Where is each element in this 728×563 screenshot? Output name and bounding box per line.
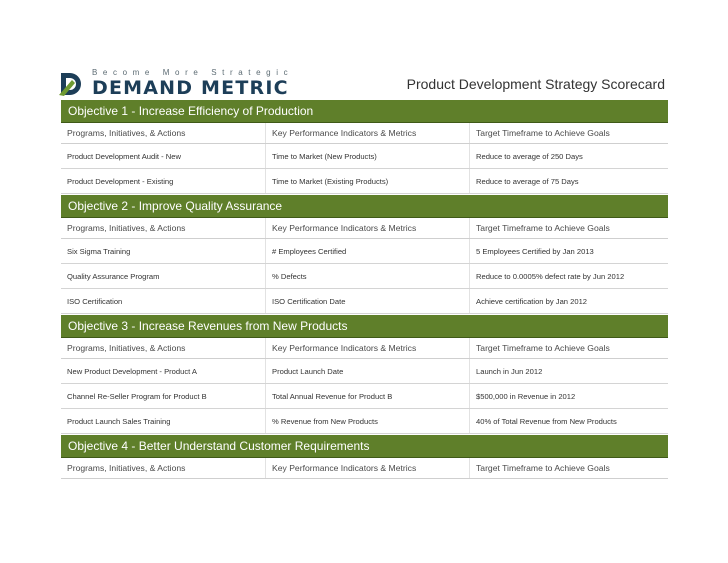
- target-cell: Reduce to 0.0005% defect rate by Jun 2012: [476, 271, 625, 281]
- table-row: [61, 169, 668, 194]
- target-cell: Launch in Jun 2012: [476, 366, 543, 376]
- kpi-cell: Time to Market (New Products): [266, 144, 470, 168]
- program-cell: Product Development Audit - New: [61, 144, 266, 168]
- column-header-timeframe: Target Timeframe to Achieve Goals: [476, 343, 610, 353]
- target-cell: $500,000 in Revenue in 2012: [476, 391, 576, 401]
- program-cell: Quality Assurance Program: [61, 264, 266, 288]
- scorecard-table: [61, 99, 668, 479]
- table-row: [61, 144, 668, 169]
- kpi-cell: # Employees Certified: [266, 239, 470, 263]
- column-header-kpis: Key Performance Indicators & Metrics: [266, 458, 470, 478]
- demand-metric-logo: [58, 66, 294, 99]
- kpi-cell: % Revenue from New Products: [266, 409, 470, 433]
- column-header-programs: Programs, Initiatives, & Actions: [61, 218, 266, 238]
- column-header-row: [61, 458, 668, 479]
- program-cell: Six Sigma Training: [61, 239, 266, 263]
- program-cell: Product Development - Existing: [61, 169, 266, 193]
- column-header-row: [61, 338, 668, 359]
- table-row: [61, 384, 668, 409]
- target-cell: 40% of Total Revenue from New Products: [476, 416, 617, 426]
- column-header-timeframe: Target Timeframe to Achieve Goals: [476, 128, 610, 138]
- column-header-programs: Programs, Initiatives, & Actions: [61, 123, 266, 143]
- objective-1-header: Objective 1 - Increase Efficiency of Production: [61, 100, 668, 123]
- kpi-cell: % Defects: [266, 264, 470, 288]
- page-title: Product Development Strategy Scorecard: [406, 76, 665, 92]
- kpi-cell: Total Annual Revenue for Product B: [266, 384, 470, 408]
- program-cell: New Product Development - Product A: [61, 359, 266, 383]
- target-cell: 5 Employees Certified by Jan 2013: [476, 246, 594, 256]
- objective-2-header: Objective 2 - Improve Quality Assurance: [61, 195, 668, 218]
- program-cell: Channel Re-Seller Program for Product B: [61, 384, 266, 408]
- kpi-cell: Time to Market (Existing Products): [266, 169, 470, 193]
- program-cell: Product Launch Sales Training: [61, 409, 266, 433]
- table-row: [61, 409, 668, 434]
- column-header-row: [61, 123, 668, 144]
- target-cell: Reduce to average of 75 Days: [476, 176, 579, 186]
- logo-tagline: Become More Strategic: [92, 68, 294, 77]
- kpi-cell: Product Launch Date: [266, 359, 470, 383]
- target-cell: Achieve certification by Jan 2012: [476, 296, 588, 306]
- column-header-row: [61, 218, 668, 239]
- column-header-kpis: Key Performance Indicators & Metrics: [266, 123, 470, 143]
- objective-3-header: Objective 3 - Increase Revenues from New Products: [61, 315, 668, 338]
- demand-metric-logo-mark-icon: [58, 71, 84, 97]
- column-header-programs: Programs, Initiatives, & Actions: [61, 458, 266, 478]
- table-row: [61, 264, 668, 289]
- logo-wordmark: DEMAND METRIC: [92, 77, 289, 99]
- table-row: [61, 289, 668, 314]
- column-header-kpis: Key Performance Indicators & Metrics: [266, 218, 470, 238]
- table-row: [61, 359, 668, 384]
- kpi-cell: ISO Certification Date: [266, 289, 470, 313]
- objective-4-header: Objective 4 - Better Understand Customer Requirements: [61, 435, 668, 458]
- column-header-timeframe: Target Timeframe to Achieve Goals: [476, 223, 610, 233]
- program-cell: ISO Certification: [61, 289, 266, 313]
- column-header-kpis: Key Performance Indicators & Metrics: [266, 338, 470, 358]
- target-cell: Reduce to average of 250 Days: [476, 151, 583, 161]
- table-row: [61, 239, 668, 264]
- column-header-timeframe: Target Timeframe to Achieve Goals: [476, 463, 610, 473]
- column-header-programs: Programs, Initiatives, & Actions: [61, 338, 266, 358]
